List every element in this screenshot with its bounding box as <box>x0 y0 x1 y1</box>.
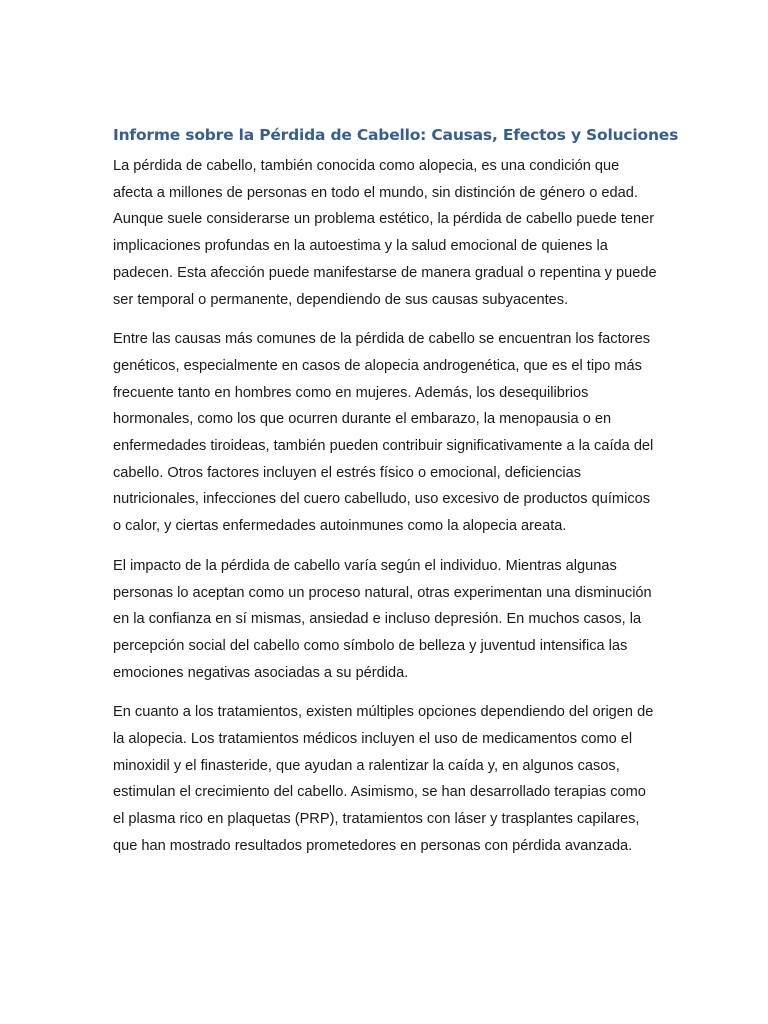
document-content <box>113 123 679 873</box>
paragraph-causes: Entre las causas más comunes de la pérdida de cabello se encuentran los factores genéticos, especialmente en casos de alopecia androgenética, que es el tipo más frecuente tanto en hombres como en mujeres. Además, los desequilibrios hormonales, como los que ocurren durante el embarazo, la menopausia o en enfermedades tiroideas, también pueden contribuir significativamente a la caída del cabello. Otros factores incluyen el estrés físico o emocional, deficiencias nutricionales, infecciones del cuero cabelludo, uso excesivo de productos químicos o calor, y ciertas enfermedades autoinmunes como la alopecia areata. <box>113 331 654 535</box>
paragraph-treatments: En cuanto a los tratamientos, existen múltiples opciones dependiendo del origen de la alopecia. Los tratamientos médicos incluyen el uso de medicamentos como el minoxidil y el finasteride, que ayudan a ralentizar la caída y, en algunos casos, estimulan el crecimiento del cabello. Asimismo, se han desarrollado terapias como el plasma rico en plaquetas (PRP), tratamientos con láser y trasplantes capilares, que han mostrado resultados prometedores en personas con pérdida avanzada. <box>113 704 654 854</box>
paragraph-introduction: La pérdida de cabello, también conocida como alopecia, es una condición que afecta a millones de personas en todo el mundo, sin distinción de género o edad. Aunque suele considerarse un problema estético, la pérdida de cabello puede tener implicaciones profundas en la autoestima y la salud emocional de quienes la padecen. Esta afección puede manifestarse de manera gradual o repentina y puede ser temporal o permanente, dependiendo de sus causas subyacentes. <box>113 158 657 308</box>
document-title: Informe sobre la Pérdida de Cabello: Causas, Efectos y Soluciones <box>113 126 679 144</box>
paragraph-impact: El impacto de la pérdida de cabello varía según el individuo. Mientras algunas personas lo aceptan como un proceso natural, otras experimentan una disminución en la confianza en sí mismas, ansiedad e incluso depresión. En muchos casos, la percepción social del cabello como símbolo de belleza y juventud intensifica las emociones negativas asociadas a su pérdida. <box>113 557 652 681</box>
